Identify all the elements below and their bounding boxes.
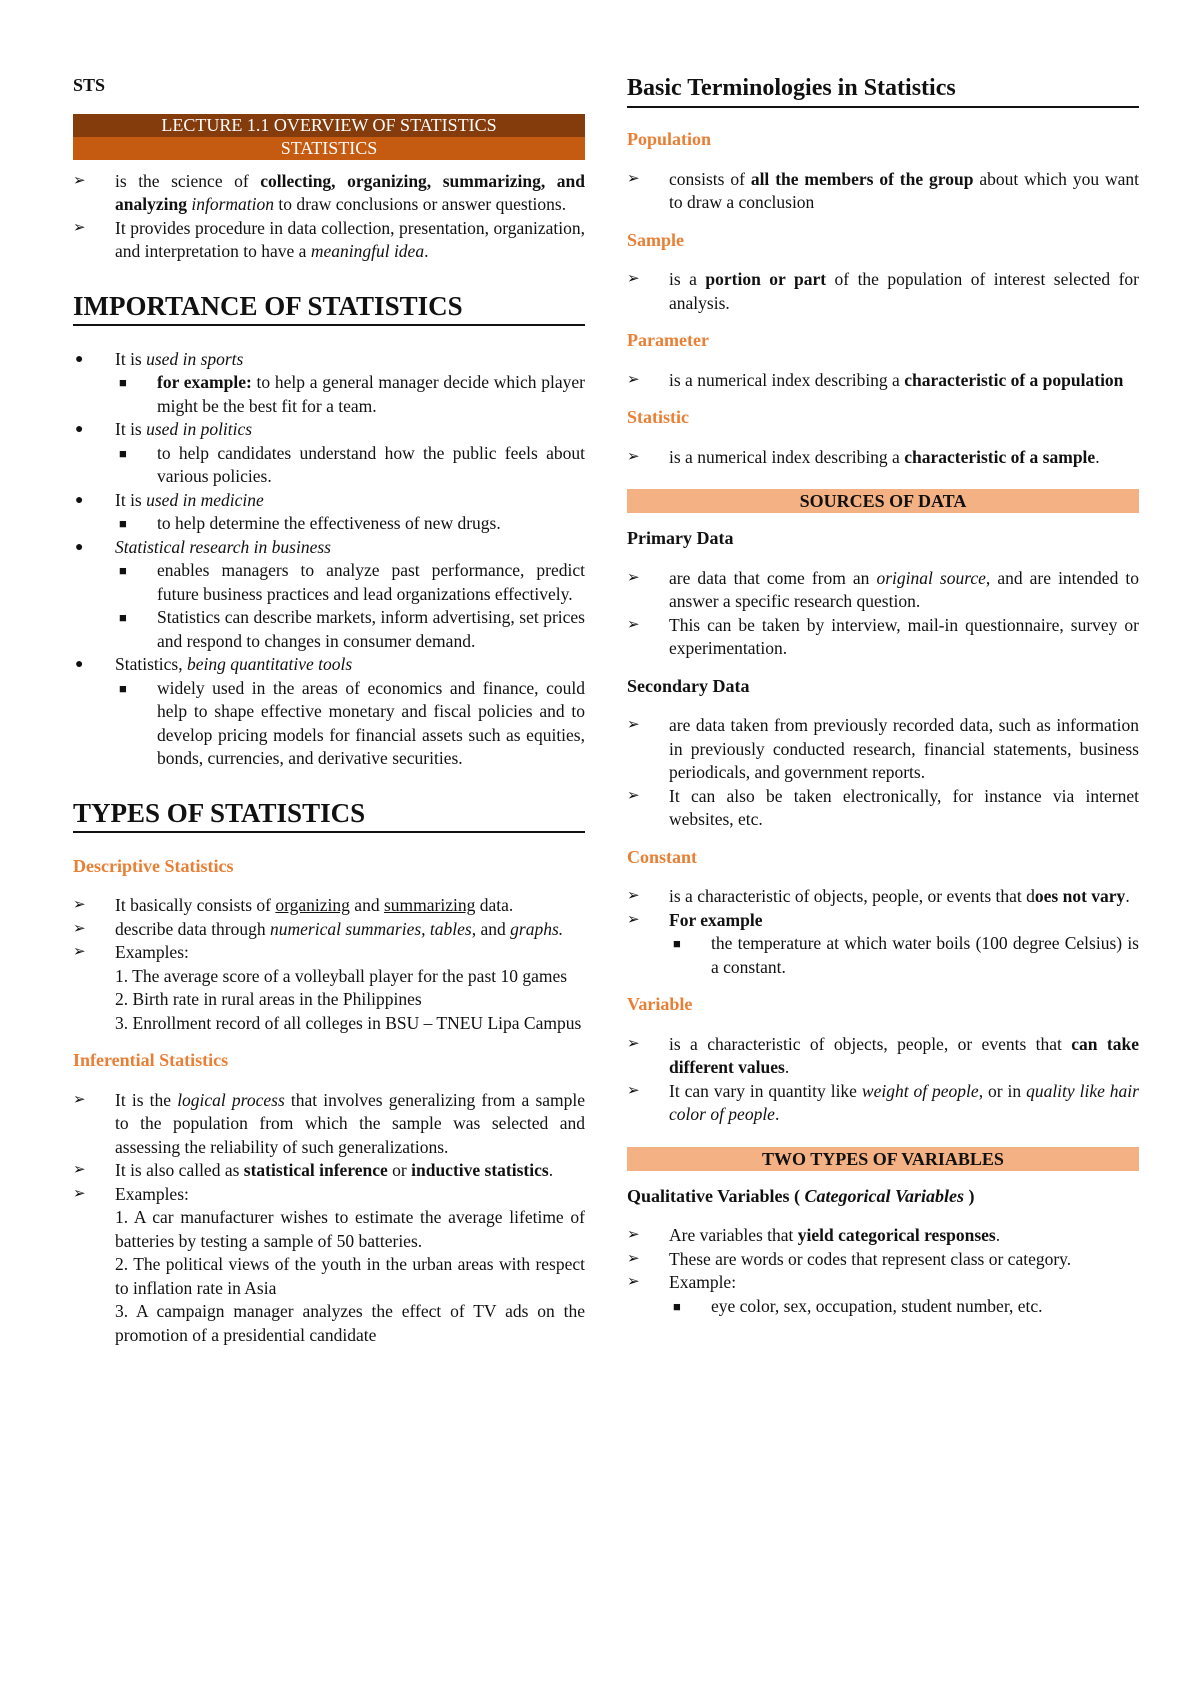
- importance-list: [73, 348, 585, 771]
- list-item: ➢ is a portion or part of the population of interest selected for analysis.: [627, 268, 1139, 315]
- inferential-list: [73, 1089, 585, 1348]
- inferential-statistics-label: Inferential Statistics: [73, 1050, 229, 1070]
- list-item: ➢ is the science of collecting, organizing, summarizing, and analyzing information to draw conclusions or answer questions.: [73, 170, 585, 217]
- left-column: [73, 70, 585, 1347]
- right-column: [627, 70, 1139, 1318]
- list-item: ➢ is a numerical index describing a characteristic of a sample.: [627, 446, 1139, 470]
- list-item: ● Statistical research in business ■ enables managers to analyze past performance, predict future business practices and lead organizations effectively. ■ Statistics can describe markets, inform advertising, set prices and respond to changes in consumer demand.: [73, 536, 585, 654]
- qualitative-variables-label: Qualitative Variables ( Categorical Variables ): [627, 1185, 975, 1206]
- descriptive-list: [73, 894, 585, 1035]
- example-line: 1. A car manufacturer wishes to estimate the average lifetime of batteries by testing a sample of 50 batteries.: [115, 1207, 585, 1251]
- population-list: [627, 168, 1139, 215]
- variable-list: [627, 1033, 1139, 1127]
- qualitative-variables-list: [627, 1224, 1139, 1318]
- variable-label: Variable: [627, 994, 693, 1014]
- list-item: ■ the temperature at which water boils (100 degree Celsius) is a constant.: [669, 932, 1139, 979]
- list-item: ■ widely used in the areas of economics and finance, could help to shape effective monetary and fiscal policies and to develop pricing models for financial assets such as equities, bonds, currencies, and derivative securities.: [115, 677, 585, 771]
- list-item: ● Statistics, being quantitative tools ■ widely used in the areas of economics and finance, could help to shape effective monetary and fiscal policies and to develop pricing models for financial assets such as equities, bonds, currencies, and derivative securities.: [73, 653, 585, 771]
- sources-of-data-banner: SOURCES OF DATA: [627, 489, 1139, 513]
- types-heading: TYPES OF STATISTICS: [73, 797, 585, 833]
- list-item: ➢ consists of all the members of the group about which you want to draw a conclusion: [627, 168, 1139, 215]
- example-line: 3. Enrollment record of all colleges in BSU – TNEU Lipa Campus: [115, 1012, 582, 1033]
- list-item: ■ eye color, sex, occupation, student number, etc.: [669, 1295, 1139, 1319]
- basic-terminologies-heading: Basic Terminologies in Statistics: [627, 72, 1139, 108]
- list-item: ■ for example: to help a general manager decide which player might be the best fit for a team.: [115, 371, 585, 418]
- list-item: ■ to help determine the effectiveness of new drugs.: [115, 512, 585, 536]
- list-item: ➢ It can vary in quantity like weight of people, or in quality like hair color of people.: [627, 1080, 1139, 1127]
- list-item: ■ to help candidates understand how the public feels about various policies.: [115, 442, 585, 489]
- statistics-banner: STATISTICS: [73, 137, 585, 160]
- list-item: ■ enables managers to analyze past performance, predict future business practices and lead organizations effectively.: [115, 559, 585, 606]
- example-line: 2. Birth rate in rural areas in the Philippines: [115, 989, 422, 1009]
- list-item: ➢ It is also called as statistical inference or inductive statistics.: [73, 1159, 585, 1183]
- sample-label: Sample: [627, 229, 685, 250]
- list-item: ● It is used in politics ■ to help candidates understand how the public feels about various policies.: [73, 418, 585, 489]
- list-item: ● It is used in medicine ■ to help determine the effectiveness of new drugs.: [73, 489, 585, 536]
- list-item: ➢ are data that come from an original source, and are intended to answer a specific research question.: [627, 567, 1139, 614]
- two-types-of-variables-banner: TWO TYPES OF VARIABLES: [627, 1147, 1139, 1171]
- list-item: ➢ This can be taken by interview, mail-in questionnaire, survey or experimentation.: [627, 614, 1139, 661]
- list-item: ➢ For example ■ the temperature at which water boils (100 degree Celsius) is a constant.: [627, 909, 1139, 980]
- list-item: ➢ is a numerical index describing a characteristic of a population: [627, 369, 1139, 393]
- list-item: ➢ It basically consists of organizing and summarizing data.: [73, 894, 585, 918]
- constant-list: [627, 885, 1139, 979]
- list-item: ➢ is a characteristic of objects, people, or events that does not vary.: [627, 885, 1139, 909]
- constant-label: Constant: [627, 846, 698, 867]
- list-item: ➢ describe data through numerical summaries, tables, and graphs.: [73, 918, 585, 942]
- population-label: Population: [627, 129, 712, 149]
- parameter-label: Parameter: [627, 330, 709, 350]
- list-item: ➢ Are variables that yield categorical responses.: [627, 1224, 1139, 1248]
- importance-heading: IMPORTANCE OF STATISTICS: [73, 290, 585, 326]
- example-line: 3. A campaign manager analyzes the effect of TV ads on the promotion of a presidential candidate: [115, 1301, 585, 1345]
- primary-data-label: Primary Data: [627, 528, 734, 548]
- list-item: ● It is used in sports ■ for example: to help a general manager decide which player might be the best fit for a team.: [73, 348, 585, 419]
- secondary-data-label: Secondary Data: [627, 675, 750, 696]
- example-line: 1. The average score of a volleyball player for the past 10 games: [115, 965, 568, 986]
- list-item: ➢ It is the logical process that involves generalizing from a sample to the population from which the sample was selected and assessing the reliability of such generalizations.: [73, 1089, 585, 1160]
- list-item: ➢ is a characteristic of objects, people, or events that can take different values.: [627, 1033, 1139, 1080]
- list-item: ➢ Example: ■ eye color, sex, occupation, student number, etc.: [627, 1271, 1139, 1318]
- example-line: 2. The political views of the youth in the urban areas with respect to inflation rate in Asia: [115, 1254, 585, 1298]
- parameter-list: [627, 369, 1139, 393]
- sample-list: [627, 268, 1139, 315]
- list-item: ■ Statistics can describe markets, inform advertising, set prices and respond to changes in consumer demand.: [115, 606, 585, 653]
- list-item: ➢ These are words or codes that represent class or category.: [627, 1248, 1139, 1272]
- list-item: ➢ It provides procedure in data collection, presentation, organization, and interpretation to have a meaningful idea.: [73, 217, 585, 264]
- lecture-title-banner: LECTURE 1.1 OVERVIEW OF STATISTICS: [73, 114, 585, 137]
- primary-data-list: [627, 567, 1139, 661]
- statistics-definition-list: [73, 170, 585, 264]
- list-item: ➢ are data taken from previously recorded data, such as information in previously conducted research, financial statements, business periodicals, and government reports.: [627, 714, 1139, 785]
- secondary-data-list: [627, 714, 1139, 832]
- list-item: ➢ It can also be taken electronically, for instance via internet websites, etc.: [627, 785, 1139, 832]
- list-item: ➢ Examples: 1. A car manufacturer wishes to estimate the average lifetime of batteries by testing a sample of 50 batteries. 2. The political views of the youth in the urban areas with respect to inflation rate in Asia 3. A campaign manager analyzes the effect of TV ads on the promotion of a presidential candidate: [73, 1183, 585, 1348]
- course-label: STS: [73, 75, 106, 95]
- statistic-label: Statistic: [627, 407, 689, 427]
- descriptive-statistics-label: Descriptive Statistics: [73, 855, 234, 876]
- statistic-list: [627, 446, 1139, 470]
- list-item: ➢ Examples: 1. The average score of a volleyball player for the past 10 games 2. Birth rate in rural areas in the Philippines 3. Enrollment record of all colleges in BSU – TNEU Lipa Campus: [73, 941, 585, 1035]
